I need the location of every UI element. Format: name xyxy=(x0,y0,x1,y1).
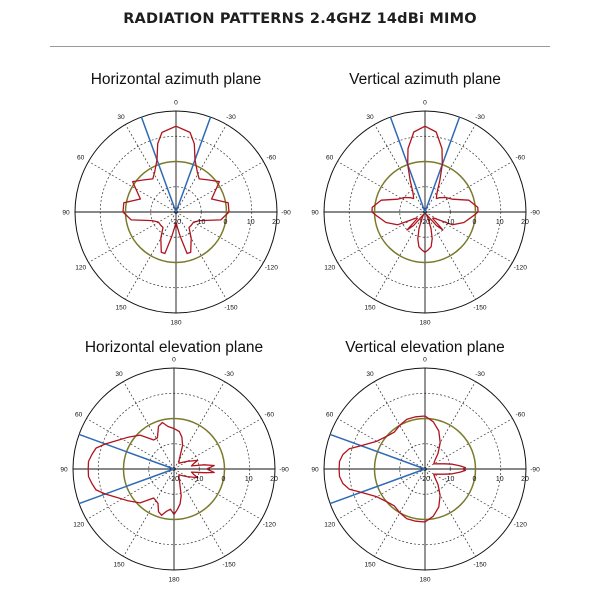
angle-label: -120 xyxy=(513,521,527,529)
angle-label: 180 xyxy=(419,319,431,327)
angle-label: -30 xyxy=(224,371,234,378)
angle-label: -120 xyxy=(264,264,278,272)
angle-label: -150 xyxy=(473,304,487,312)
angle-label: -30 xyxy=(475,371,485,378)
angle-label: 150 xyxy=(364,304,376,312)
angle-label: -60 xyxy=(264,411,275,419)
radial-tick-label: -10 xyxy=(444,219,455,226)
beam-line xyxy=(176,117,211,212)
radial-tick-label: 20 xyxy=(270,476,278,483)
angle-label: 60 xyxy=(326,411,334,419)
angle-label: -120 xyxy=(513,264,527,272)
radial-tick-label: -20 xyxy=(419,219,431,226)
radial-tick-label: 20 xyxy=(272,219,280,226)
angle-label: -90 xyxy=(530,209,540,217)
angle-label: 150 xyxy=(115,304,127,312)
polar-chart-1 xyxy=(62,71,291,326)
angle-label: -120 xyxy=(262,521,276,529)
chart-title: Vertical elevation plane xyxy=(345,339,505,356)
angle-label: -30 xyxy=(226,114,236,121)
angle-label: 0 xyxy=(423,99,427,107)
radial-tick-label: 20 xyxy=(521,476,529,483)
radial-tick-label: 20 xyxy=(521,219,529,226)
angle-label: 30 xyxy=(115,371,123,378)
polar-chart-4 xyxy=(311,339,540,583)
angle-label: 0 xyxy=(172,356,176,364)
angle-label: 90 xyxy=(60,466,68,474)
angle-label: -150 xyxy=(224,304,238,312)
angle-label: 90 xyxy=(62,209,70,217)
radial-tick-label: -10 xyxy=(444,476,455,483)
radial-tick-label: -20 xyxy=(168,476,180,483)
angle-label: 30 xyxy=(366,114,374,121)
chart-title: Horizontal elevation plane xyxy=(84,339,264,356)
angle-label: 60 xyxy=(75,411,83,419)
angle-label: 120 xyxy=(324,521,336,529)
radial-tick-label: -10 xyxy=(195,219,206,226)
angle-label: -150 xyxy=(222,561,236,569)
radial-tick-label: 10 xyxy=(495,219,504,226)
radial-tick-label: 10 xyxy=(246,219,255,226)
radial-tick-label: 0 xyxy=(472,219,477,226)
polar-chart-3 xyxy=(60,339,289,583)
angle-label: 0 xyxy=(423,356,427,364)
angle-label: 120 xyxy=(73,521,85,529)
angle-label: -90 xyxy=(281,209,291,217)
beam-line xyxy=(141,117,176,212)
angle-label: 150 xyxy=(364,561,376,569)
angle-label: 60 xyxy=(77,154,85,162)
angle-label: 120 xyxy=(75,264,87,272)
angle-label: 150 xyxy=(113,561,125,569)
angle-label: 90 xyxy=(311,466,319,474)
chart-title: Horizontal azimuth plane xyxy=(90,71,262,88)
page-title: RADIATION PATTERNS 2.4GHZ 14dBi MIMO xyxy=(123,11,477,27)
radial-tick-label: -20 xyxy=(170,219,182,226)
beam-line xyxy=(330,469,425,504)
polar-chart-2 xyxy=(311,71,540,326)
angle-label: 180 xyxy=(168,576,180,584)
angle-label: -30 xyxy=(475,114,485,121)
angle-label: -90 xyxy=(279,466,289,474)
angle-label: -150 xyxy=(473,561,487,569)
chart-title: Vertical azimuth plane xyxy=(349,71,501,88)
angle-label: 0 xyxy=(174,99,178,107)
angle-label: -90 xyxy=(530,466,540,474)
radial-tick-label: 0 xyxy=(223,219,228,226)
angle-label: -60 xyxy=(266,154,277,162)
radial-tick-label: 0 xyxy=(472,476,477,483)
angle-label: 30 xyxy=(117,114,125,121)
beam-line xyxy=(330,434,425,469)
angle-label: 180 xyxy=(170,319,182,327)
angle-label: 30 xyxy=(366,371,374,378)
radial-tick-label: 10 xyxy=(244,476,253,483)
radial-tick-label: -20 xyxy=(419,476,431,483)
angle-label: 120 xyxy=(324,264,336,272)
angle-label: -60 xyxy=(515,154,526,162)
angle-label: 60 xyxy=(326,154,334,162)
angle-label: 90 xyxy=(311,209,319,217)
radial-tick-label: 10 xyxy=(495,476,504,483)
radial-tick-label: -10 xyxy=(193,476,204,483)
angle-label: 180 xyxy=(419,576,431,584)
angle-label: -60 xyxy=(515,411,526,419)
radial-tick-label: 0 xyxy=(221,476,226,483)
